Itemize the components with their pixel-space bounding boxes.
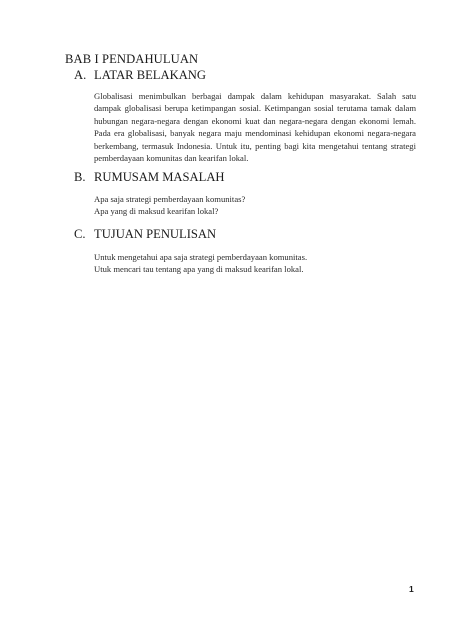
paragraph-line: pemberdayaan komunitas dan kearifan lokal.	[94, 153, 249, 164]
chapter-title: BAB I PENDAHULUAN	[65, 52, 199, 66]
list-rumusam-masalah	[94, 193, 416, 217]
section-title: LATAR BELAKANG	[94, 68, 206, 82]
section-heading-latar-belakang	[74, 68, 206, 83]
paragraph-line: Globalisasi menimbulkan berbagai dampak dalam kehidupan masyarakat. Salah satu	[94, 91, 416, 101]
page-number: 1	[409, 584, 414, 594]
paragraph-line: dampak globalisasi berupa ketimpangan sosial. Ketimpangan sosial terutama tamak dalam	[94, 103, 416, 114]
section-title: RUMUSAM MASALAH	[94, 170, 225, 184]
list-item: Untuk mengetahui apa saja strategi pemberdayaan komunitas.	[94, 252, 308, 262]
paragraph-line: berkembang, termasuk Indonesia. Untuk itu, penting bagi kita mengetahui tentang strategi	[94, 140, 416, 151]
section-heading-rumusam-masalah	[74, 170, 225, 185]
section-letter: C.	[74, 227, 86, 241]
list-item: Apa saja strategi pemberdayaan komunitas?	[94, 194, 246, 204]
section-title: TUJUAN PENULISAN	[94, 227, 217, 241]
paragraph-line: hubungan negara-negara dengan ekonomi kuat dan negara-negara dengan ekonomi lemah.	[94, 115, 416, 126]
section-letter: B.	[74, 170, 86, 184]
list-item: Utuk mencari tau tentang apa yang di maksud kearifan lokal.	[94, 264, 304, 275]
paragraph-line: Pada era globalisasi, banyak negara maju mendominasi kehidupan ekonomi negara-negara	[94, 128, 416, 139]
paragraph-latar-belakang	[94, 90, 416, 164]
section-heading-tujuan-penulisan	[74, 227, 216, 242]
list-tujuan-penulisan	[94, 251, 416, 275]
list-item: Apa yang di maksud kearifan lokal?	[94, 206, 219, 217]
section-letter: A.	[74, 68, 87, 82]
